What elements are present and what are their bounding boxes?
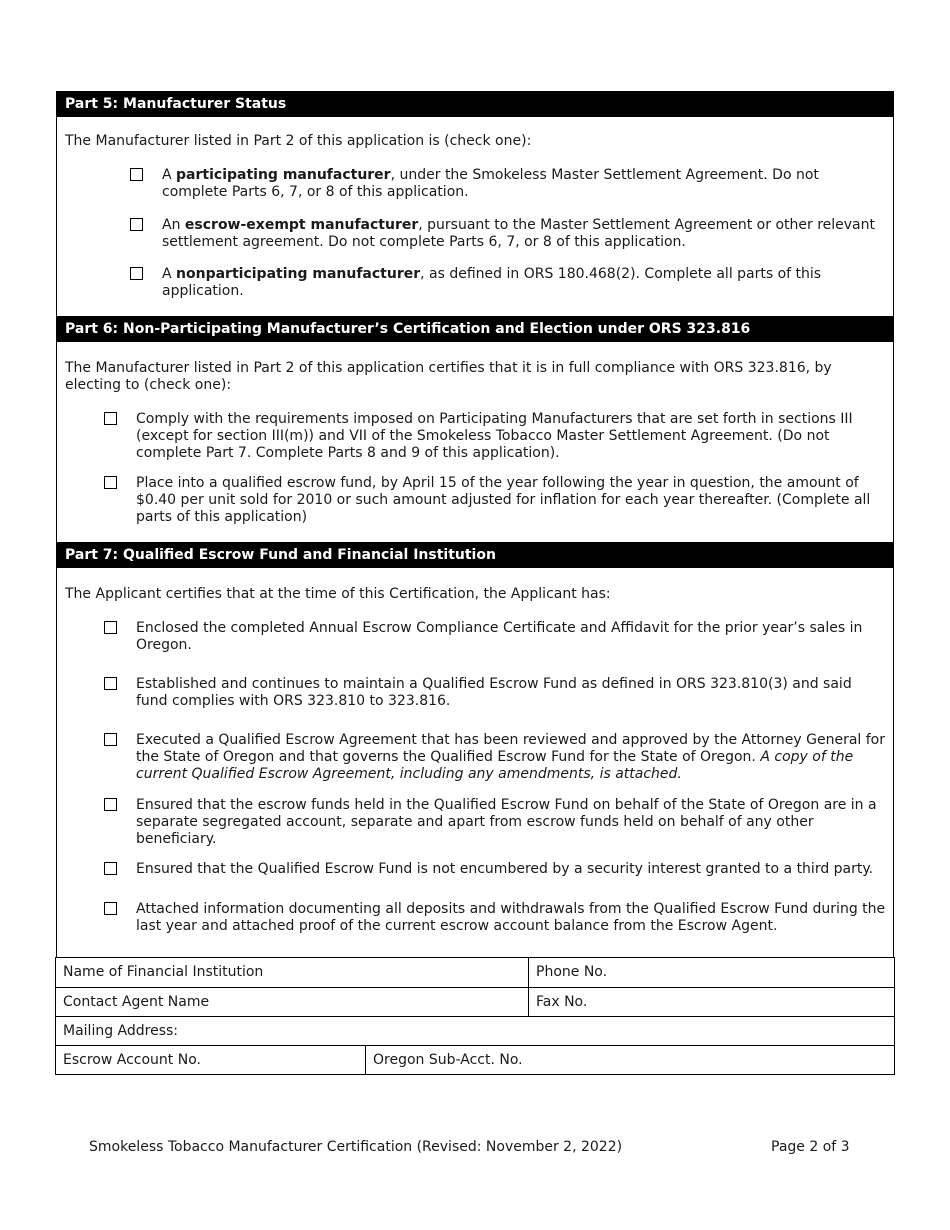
part7-option-escrow-agreement: Executed a Qualified Escrow Agreement that has been reviewed and approved by the Attorney General for the State of Oregon and that governs the Qualified Escrow Fund for the State of Oregon. A copy of the current Qualified Escrow Agreement, including any amendments, is attached. <box>104 732 887 783</box>
part6-option-escrow: Place into a qualified escrow fund, by April 15 of the year following the year in question, the amount of $0.40 per unit sold for 2010 or such amount adjusted for inflation for each year thereafter. (Complete all parts of this application) <box>104 475 883 526</box>
part5-option-participating: A participating manufacturer, under the Smokeless Master Settlement Agreement. Do not complete Parts 6, 7, or 8 of this application. <box>130 167 879 201</box>
checkbox[interactable] <box>104 862 117 875</box>
fax-field[interactable]: Fax No. <box>528 988 894 1016</box>
escrow-account-field[interactable]: Escrow Account No. <box>63 1052 201 1068</box>
checkbox[interactable] <box>130 168 143 181</box>
part6-section <box>56 316 894 542</box>
contact-agent-field[interactable]: Contact Agent Name <box>63 994 210 1010</box>
checkbox[interactable] <box>130 218 143 231</box>
checkbox[interactable] <box>104 677 117 690</box>
checkbox[interactable] <box>104 412 117 425</box>
checkbox[interactable] <box>104 733 117 746</box>
mailing-address-field[interactable]: Mailing Address: <box>63 1023 179 1039</box>
part7-title: Part 7: Qualified Escrow Fund and Financial Institution <box>57 542 893 568</box>
checkbox[interactable] <box>130 267 143 280</box>
part6-option-comply: Comply with the requirements imposed on Participating Manufacturers that are set forth in sections III (except for section III(m)) and VII of the Smokeless Tobacco Master Settlement Agreement. (Do not complete Part 7. Complete Parts 8 and 9 of this application). <box>104 411 883 462</box>
checkbox[interactable] <box>104 902 117 915</box>
financial-institution-table <box>55 957 895 1075</box>
part5-option-nonparticipating: A nonparticipating manufacturer, as defined in ORS 180.468(2). Complete all parts of this application. <box>130 266 879 300</box>
part5-section <box>56 91 894 316</box>
footer-page-number: Page 2 of 3 <box>771 1139 850 1155</box>
oregon-sub-acct-field[interactable]: Oregon Sub-Acct. No. <box>365 1046 894 1074</box>
part6-title: Part 6: Non-Participating Manufacturer’s Certification and Election under ORS 323.816 <box>57 316 893 342</box>
checkbox[interactable] <box>104 621 117 634</box>
part7-option-escrow-fund: Established and continues to maintain a Qualified Escrow Fund as defined in ORS 323.810(3) and said fund complies with ORS 323.810 to 323.816. <box>104 676 887 710</box>
part7-section <box>56 542 894 958</box>
checkbox[interactable] <box>104 476 117 489</box>
phone-field[interactable]: Phone No. <box>528 958 894 987</box>
part5-intro: The Manufacturer listed in Part 2 of this application is (check one): <box>65 133 532 149</box>
institution-name-field[interactable]: Name of Financial Institution <box>63 964 264 980</box>
part7-option-segregated-account: Ensured that the escrow funds held in the Qualified Escrow Fund on behalf of the State of Oregon are in a separate segregated account, separate and apart from escrow funds held on behalf of any other beneficiary. <box>104 797 887 848</box>
part5-title: Part 5: Manufacturer Status <box>57 91 893 117</box>
part7-option-not-encumbered: Ensured that the Qualified Escrow Fund is not encumbered by a security interest granted to a third party. <box>104 861 887 878</box>
footer-doc-title: Smokeless Tobacco Manufacturer Certification (Revised: November 2, 2022) <box>89 1139 623 1155</box>
part7-option-deposits-withdrawals: Attached information documenting all deposits and withdrawals from the Qualified Escrow Fund during the last year and attached proof of the current escrow account balance from the Escrow Agent. <box>104 901 887 935</box>
part7-intro: The Applicant certifies that at the time of this Certification, the Applicant has: <box>65 586 611 602</box>
checkbox[interactable] <box>104 798 117 811</box>
part7-option-compliance-certificate: Enclosed the completed Annual Escrow Compliance Certificate and Affidavit for the prior year’s sales in Oregon. <box>104 620 887 654</box>
part6-intro: The Manufacturer listed in Part 2 of this application certifies that it is in full compliance with ORS 323.816, by electing to (check one): <box>65 360 832 393</box>
part5-option-escrow-exempt: An escrow-exempt manufacturer, pursuant to the Master Settlement Agreement or other relevant settlement agreement. Do not complete Parts 6, 7, or 8 of this application. <box>130 217 879 251</box>
